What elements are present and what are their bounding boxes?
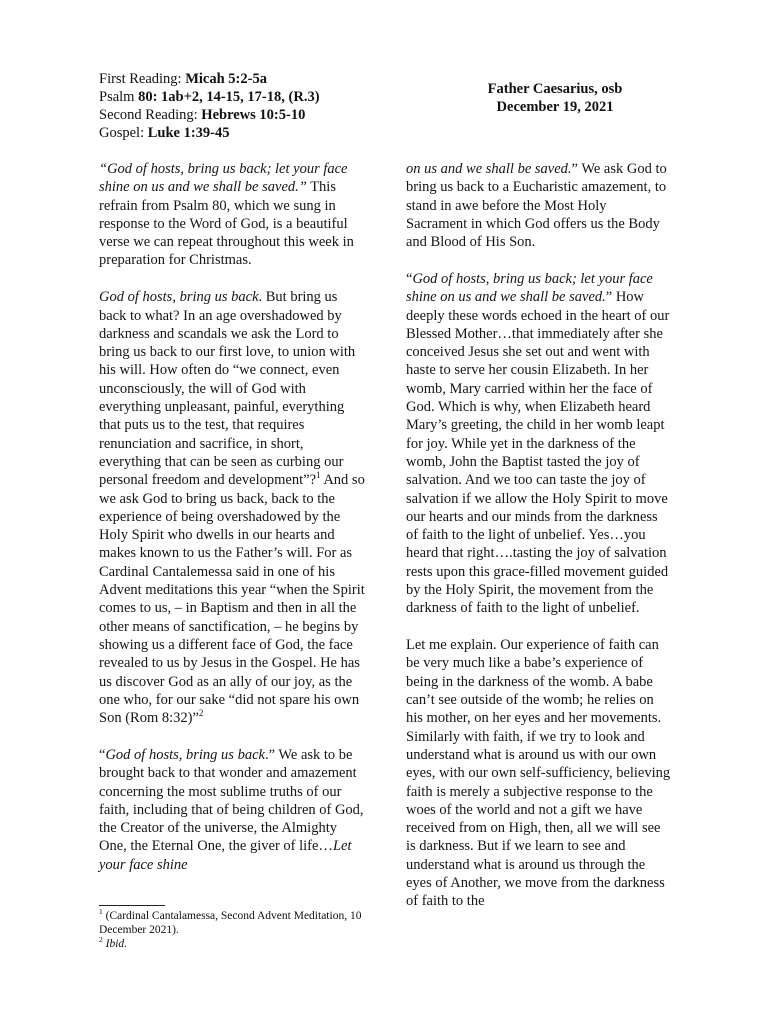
open-quote: “ — [406, 270, 413, 287]
footnote-marker-1[interactable]: 1 — [316, 470, 321, 481]
footnote-marker-2[interactable]: 2 — [198, 708, 204, 719]
open-quote: “ — [99, 746, 106, 763]
paragraph-text: ” How deeply these words echoed in the heart of our Blessed Mother…that immediately after she conceived Jesus she set out and went with haste to serve her cousin Elizabeth. In her womb, Mary carried within her the face of God. Which is why, when Elizabeth heard Mary’s greeting, the child in her womb leapt for joy. While yet in the darkness of the womb, John the Baptist tasted the joy of salvation. And we too can taste the joy of salvation if we allow the Holy Spirit to move our hearts and our minds from the darkness of faith to the light of unbelief. Yes…you heard that right….tasting the joy of salvation rests upon this grace-filled movement guided by the Holy Spirit, the movement from the darkness of faith to the light of unbelief. — [406, 289, 670, 617]
paragraph-2 — [99, 288, 367, 727]
left-column — [99, 160, 367, 892]
quote-refrain: “God of hosts, bring us back; let your face shine on us and we shall be saved.” — [99, 161, 348, 196]
right-column — [406, 160, 671, 929]
paragraph-text: This refrain from Psalm 80, which we sung in response to the Word of God, is a beautiful verse we can repeat throughout this week in preparation for Christmas. — [99, 179, 354, 269]
psalm-label: Psalm — [99, 89, 139, 105]
footnotes — [99, 909, 367, 951]
paragraph-text: Let me explain. Our experience of faith can be very much like a babe’s experience of being in the darkness of the womb. A babe can’t see outside of the womb; he relies on his mother, on her eyes and her movements. Similarly with faith, if we try to look and understand what is around us with our own eyes, with our own self-sufficiency, believing faith is merely a subjective response to the woes of the world and not a gift we have received from on High, then, all we will see is darkness. But if we learn to see and understand what is around us through the eyes of Another, we move from the darkness of faith to the — [406, 637, 671, 910]
second-reading — [99, 106, 320, 124]
second-reading-label: Second Reading: — [99, 107, 202, 123]
footnote-number: 1 — [99, 907, 103, 917]
paragraph-6 — [406, 636, 671, 910]
footnote-1 — [99, 909, 367, 937]
footnote-number: 2 — [99, 935, 103, 945]
paragraph-1 — [99, 160, 367, 270]
gospel-ref: Luke 1:39-45 — [147, 125, 230, 141]
footnote-text: (Cardinal Cantalamessa, Second Advent Meditation, 10 December 2021). — [99, 910, 362, 936]
psalm-ref: 80: 1ab+2, 14-15, 17-18, (R.3) — [138, 89, 320, 105]
footnote-separator — [99, 905, 165, 906]
second-reading-ref: Hebrews 10:5-10 — [201, 107, 306, 123]
readings-list — [99, 70, 320, 142]
first-reading — [99, 70, 320, 88]
paragraph-text: And so we ask God to bring us back, back to the experience of being overshadowed by the Holy Spirit who dwells in our hearts and makes known to us the Father’s will. For as Cardinal Cantalemessa said in one of his Advent meditations this year “when the Spirit comes to us, – in Baptism and then in all the other means of sanctification, – he begins by showing us a different face of God, the face revealed to us by Jesus in the Gospel. He has us discover God as an ally of our joy, as the one who, for our sake “did not spare his own Son (Rom 8:32)” — [99, 472, 365, 727]
paragraph-3 — [99, 746, 367, 874]
paragraph-text: . But bring us back to what? In an age overshadowed by darkness and scandals we ask the Lord to bring us back to our first love, to union with his will. How often do “we connect, even unconsciously, the will of God with everything unpleasant, painful, everything that puts us to the test, that requires renunciation and sacrifice, in short, everything that can be seen as curbing our personal freedom and development”? — [99, 289, 356, 489]
quote-refrain: God of hosts, bring us back; let your face shine on us and we shall be saved. — [406, 270, 653, 306]
paragraph-text: .” We ask to be brought back to that wonder and amazement concerning the most sublime truths of our faith, including that of being children of God, the Creator of the universe, the Almighty One, the Eternal One, the giver of life… — [99, 746, 364, 855]
first-reading-ref: Micah 5:2-5a — [185, 71, 267, 87]
author-block — [460, 80, 650, 116]
paragraph-4 — [406, 160, 671, 251]
author-name: Father Caesarius, osb — [487, 81, 623, 97]
paragraph-5 — [406, 270, 671, 618]
gospel — [99, 124, 320, 142]
homily-date: December 19, 2021 — [496, 99, 614, 115]
psalm — [99, 88, 320, 106]
quote-refrain: God of hosts, bring us back — [105, 746, 265, 763]
footnote-2 — [99, 937, 367, 951]
paragraph-text: ” We ask God to bring us back to a Eucharistic amazement, to stand in awe before the Most Holy Sacrament in which God offers us the Body and Blood of His Son. — [406, 161, 667, 251]
gospel-label: Gospel: — [99, 125, 148, 141]
footnote-text: Ibid. — [105, 938, 128, 950]
quote-refrain: God of hosts, bring us back — [99, 289, 259, 306]
quote-refrain: Let your face shine — [99, 838, 352, 873]
first-reading-label: First Reading: — [99, 71, 186, 87]
quote-refrain: on us and we shall be saved. — [406, 161, 572, 177]
